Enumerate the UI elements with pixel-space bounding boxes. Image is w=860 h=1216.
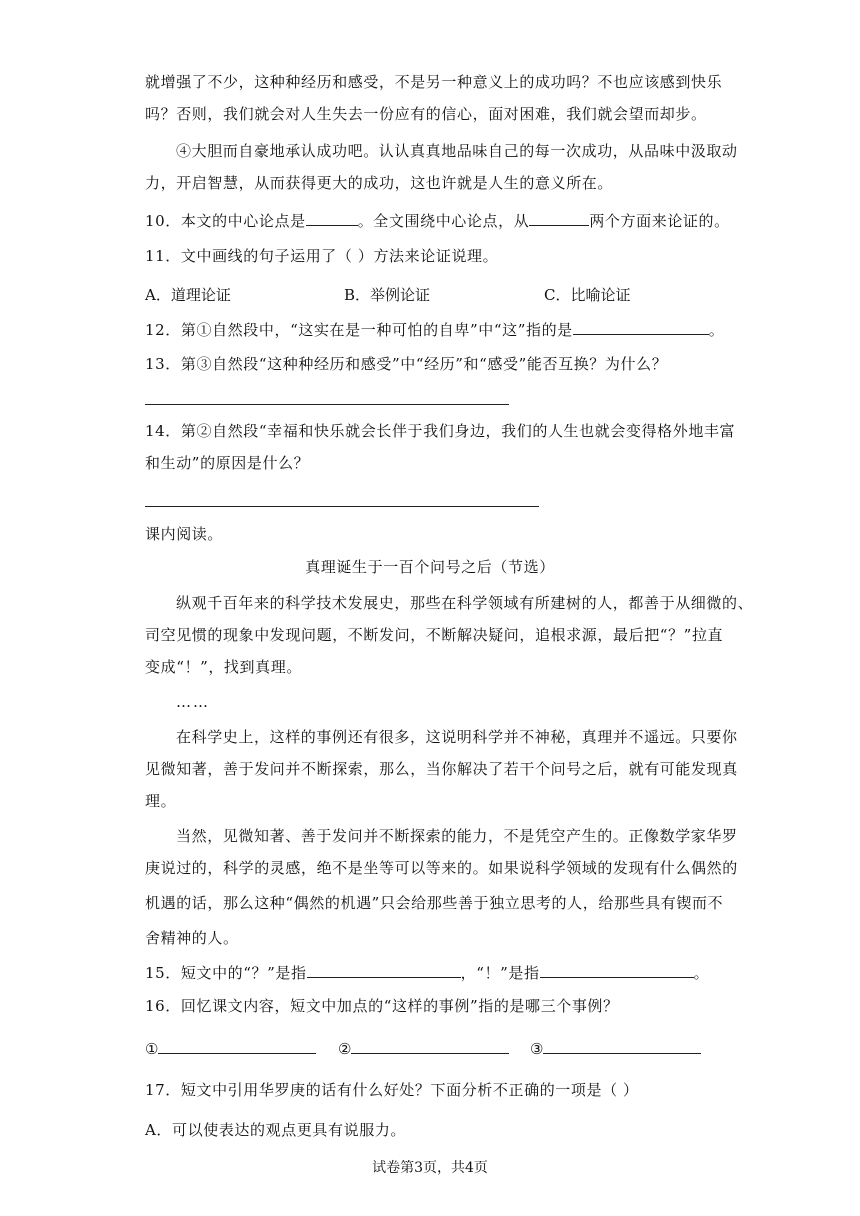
q16-answer-blank-2[interactable] <box>351 1037 509 1054</box>
passage-line: 司空见惯的现象中发现问题，不断发问，不断解决疑问，追根求源，最后把“？”拉直 <box>145 626 724 644</box>
question-13: 13．第③自然段“这种种经历和感受”中“经历”和“感受”能否互换？为什么？ <box>145 355 668 373</box>
q16-mark-3: ③ <box>530 1040 544 1058</box>
q16-answer-3 <box>530 1037 701 1059</box>
q14-answer-line[interactable] <box>145 506 539 507</box>
question-16: 16．回忆课文内容，短文中加点的“这样的事例”指的是哪三个事例？ <box>145 997 619 1015</box>
passage-line: 力，开启智慧，从而获得更大的成功，这也许就是人生的意义所在。 <box>145 174 614 192</box>
passage-line: 当然，见微知著、善于发问并不断探索的能力，不是凭空产生的。正像数学家华罗 <box>176 827 738 845</box>
q13-answer-line[interactable] <box>145 404 509 405</box>
q16-answer-blank-1[interactable] <box>158 1037 316 1054</box>
q11-option-b[interactable]: B．举例论证 <box>344 286 431 304</box>
question-10 <box>145 209 730 231</box>
q10-answer-blank-2[interactable] <box>529 209 589 226</box>
q15-text-b: ，“！”是指 <box>460 964 540 982</box>
q15-answer-blank-1[interactable] <box>307 961 461 978</box>
passage-title: 真理诞生于一百个问号之后（节选） <box>305 558 555 576</box>
question-14-line-1: 14．第②自然段“幸福和快乐就会长伴于我们身边，我们的人生也就会变得格外地丰富 <box>145 422 736 440</box>
question-17: 17．短文中引用华罗庚的话有什么好处？下面分析不正确的一项是（ ） <box>145 1081 639 1099</box>
section-label: 课内阅读。 <box>145 525 224 543</box>
q16-mark-1: ① <box>145 1040 159 1058</box>
question-12 <box>145 318 724 340</box>
passage-line: 吗？否则，我们就会对人生失去一份应有的信心，面对困难，我们就会望而却步。 <box>145 105 707 123</box>
q16-answer-1 <box>145 1037 316 1059</box>
ellipsis: …… <box>176 693 210 711</box>
q16-answer-2 <box>338 1037 509 1059</box>
q12-end: 。 <box>708 321 725 339</box>
passage-line: 就增强了不少，这种种经历和感受，不是另一种意义上的成功吗？不也应该感到快乐 <box>145 73 723 91</box>
q17-option-a[interactable]: A．可以使表达的观点更具有说服力。 <box>145 1121 407 1139</box>
q10-text-a: 10．本文的中心论点是 <box>145 212 306 230</box>
q10-text-c: 两个方面来论证的。 <box>589 212 730 230</box>
q10-text-b: 。全文围绕中心论点，从 <box>357 212 530 230</box>
question-15 <box>145 961 709 983</box>
q15-answer-blank-2[interactable] <box>540 961 694 978</box>
q12-answer-blank[interactable] <box>573 318 709 335</box>
q11-option-a[interactable]: A．道理论证 <box>145 286 231 304</box>
q10-answer-blank-1[interactable] <box>306 209 358 226</box>
passage-line: 见微知著，善于发问并不断探索，那么，当你解决了若干个问号之后，就有可能发现真 <box>145 760 738 778</box>
passage-line: 变成“！”，找到真理。 <box>145 658 302 676</box>
q15-text-c: 。 <box>693 964 710 982</box>
page-footer: 试卷第3页，共4页 <box>372 1160 488 1176</box>
passage-line: 纵观千百年来的科学技术发展史，那些在科学领域有所建树的人，都善于从细微的、 <box>176 594 754 612</box>
passage-line: 在科学史上，这样的事例还有很多，这说明科学并不神秘，真理并不遥远。只要你 <box>176 728 738 746</box>
passage-line: 庚说过的，科学的灵感，绝不是坐等可以等来的。如果说科学领域的发现有什么偶然的 <box>145 859 738 877</box>
q11-option-c[interactable]: C．比喻论证 <box>544 286 631 304</box>
q12-text: 12．第①自然段中，“这实在是一种可怕的自卑”中“这”指的是 <box>145 321 573 339</box>
passage-line: 舍精神的人。 <box>145 929 239 947</box>
q16-answer-blank-3[interactable] <box>543 1037 701 1054</box>
passage-line: 理。 <box>145 792 177 810</box>
q16-mark-2: ② <box>338 1040 352 1058</box>
question-11: 11．文中画线的句子运用了（ ）方法来论证说理。 <box>145 247 499 265</box>
q15-text-a: 15．短文中的“？”是指 <box>145 964 307 982</box>
question-14-line-2: 和生动”的原因是什么？ <box>145 454 310 472</box>
passage-line: ④大胆而自豪地承认成功吧。认认真真地品味自己的每一次成功，从品味中汲取动 <box>176 142 738 160</box>
passage-line: 机遇的话，那么这种“偶然的机遇”只会给那些善于独立思考的人，给那些具有锲而不 <box>145 894 724 912</box>
